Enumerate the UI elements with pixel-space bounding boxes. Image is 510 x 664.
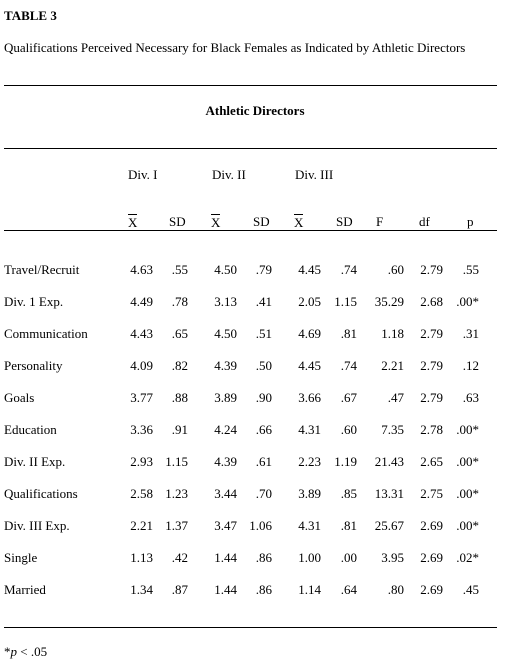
row-label: Goals: [4, 390, 35, 405]
table-cell: .47: [387, 390, 404, 405]
table-cell: .55: [171, 262, 188, 277]
top-rule: [4, 85, 497, 86]
column-header-label: p: [467, 214, 474, 229]
bottom-rule: [4, 627, 497, 628]
table-cell: 3.36: [130, 422, 153, 437]
row-label: Single: [4, 550, 38, 565]
table-cell: 2.79: [420, 326, 443, 341]
table-cell: 2.69: [420, 582, 443, 597]
table-cell: 2.79: [420, 358, 443, 373]
table-cell: 1.44: [214, 582, 237, 597]
column-header: [467, 214, 474, 229]
table-cell: 2.21: [130, 518, 153, 533]
table-cell: 3.13: [214, 294, 237, 309]
table-cell: .81: [340, 518, 357, 533]
table-cell: 2.21: [381, 358, 404, 373]
table-cell: 7.35: [381, 422, 404, 437]
column-header: [376, 214, 383, 229]
table-cell: .42: [171, 550, 188, 565]
row-label: Qualifications: [4, 486, 78, 501]
table-cell: .91: [171, 422, 188, 437]
table-cell: .00: [340, 550, 357, 565]
table-cell: 4.63: [130, 262, 153, 277]
table-cell: 2.75: [420, 486, 443, 501]
table-cell: 1.06: [249, 518, 272, 533]
table-cell: .00*: [456, 486, 479, 501]
table-cell: .66: [255, 422, 272, 437]
table-cell: 3.44: [214, 486, 237, 501]
column-header: [419, 214, 430, 229]
column-header: [211, 214, 220, 230]
table-cell: .70: [255, 486, 272, 501]
column-header-label: SD: [253, 214, 270, 229]
table-cell: .00*: [456, 518, 479, 533]
column-header: [336, 214, 353, 229]
column-header-label: SD: [169, 214, 186, 229]
table-cell: .87: [171, 582, 188, 597]
table-cell: .55: [462, 262, 479, 277]
table-cell: 4.69: [298, 326, 321, 341]
table-cell: .60: [387, 262, 404, 277]
table-cell: 2.78: [420, 422, 443, 437]
table-cell: 1.14: [298, 582, 321, 597]
table-cell: 3.89: [298, 486, 321, 501]
table-cell: 2.69: [420, 518, 443, 533]
table-cell: .82: [171, 358, 188, 373]
division-heading: Div. II: [212, 167, 246, 182]
table-cell: .88: [171, 390, 188, 405]
table-cell: .86: [255, 582, 272, 597]
column-header: [169, 214, 186, 229]
table-cell: 2.23: [298, 454, 321, 469]
row-label: Div. 1 Exp.: [4, 294, 64, 309]
table-cell: .65: [171, 326, 188, 341]
table-cell: 1.19: [334, 454, 357, 469]
table-cell: .63: [462, 390, 479, 405]
table-cell: 4.45: [298, 262, 321, 277]
table-cell: .78: [171, 294, 188, 309]
column-header-label: X: [211, 215, 221, 230]
table-cell: 4.09: [130, 358, 153, 373]
division-heading: Div. I: [128, 167, 158, 182]
table-cell: 4.39: [214, 358, 237, 373]
column-header-label: SD: [336, 214, 353, 229]
table-cell: 1.15: [334, 294, 357, 309]
table-cell: .79: [255, 262, 272, 277]
column-header: [253, 214, 270, 229]
row-label: Div. II Exp.: [4, 454, 66, 469]
table-cell: 3.95: [381, 550, 404, 565]
table-cell: 4.49: [130, 294, 153, 309]
division-heading: Div. III: [295, 167, 334, 182]
table-cell: 3.89: [214, 390, 237, 405]
table-cell: 13.31: [374, 486, 404, 501]
group-heading: Athletic Directors: [205, 103, 305, 118]
table-cell: 2.69: [420, 550, 443, 565]
table-cell: 4.31: [298, 422, 321, 437]
table-cell: 3.47: [214, 518, 237, 533]
table-cell: .81: [340, 326, 357, 341]
table-cell: .02*: [456, 550, 479, 565]
table-cell: .31: [462, 326, 479, 341]
table-cell: 2.58: [130, 486, 153, 501]
table-cell: 1.18: [381, 326, 404, 341]
table-cell: 2.79: [420, 262, 443, 277]
table-cell: 1.13: [130, 550, 153, 565]
table-cell: .80: [387, 582, 404, 597]
table-cell: 2.05: [298, 294, 321, 309]
table-cell: 1.00: [298, 550, 321, 565]
table-cell: 4.50: [214, 326, 237, 341]
footnote: [4, 644, 47, 659]
column-header-label: X: [294, 215, 304, 230]
table-cell: 1.37: [165, 518, 188, 533]
table-cell: 2.79: [420, 390, 443, 405]
table-cell: .64: [340, 582, 357, 597]
header-rule: [4, 230, 497, 231]
table-cell: .00*: [456, 454, 479, 469]
column-header: [294, 214, 303, 230]
footnote-text: < .05: [17, 644, 48, 659]
table-cell: 4.31: [298, 518, 321, 533]
table-title: Qualifications Perceived Necessary for Black Females as Indicated by Athletic Directors: [4, 40, 466, 55]
table-cell: 4.39: [214, 454, 237, 469]
table-cell: 4.43: [130, 326, 153, 341]
table-cell: .50: [255, 358, 272, 373]
table-cell: 3.66: [298, 390, 321, 405]
row-label: Married: [4, 582, 46, 597]
row-label: Education: [4, 422, 57, 437]
table-cell: .61: [255, 454, 272, 469]
table-cell: .90: [255, 390, 272, 405]
table-cell: 35.29: [374, 294, 404, 309]
table-cell: 25.67: [374, 518, 404, 533]
table-cell: 4.45: [298, 358, 321, 373]
table-cell: 2.68: [420, 294, 443, 309]
column-header-label: df: [419, 214, 430, 229]
row-label: Communication: [4, 326, 88, 341]
table-cell: .00*: [456, 294, 479, 309]
table-cell: 2.65: [420, 454, 443, 469]
table-cell: 1.23: [165, 486, 188, 501]
table-cell: 1.15: [165, 454, 188, 469]
table-cell: .85: [340, 486, 357, 501]
column-header: [128, 214, 137, 230]
table-cell: 3.77: [130, 390, 153, 405]
table-cell: .45: [462, 582, 479, 597]
row-label: Personality: [4, 358, 63, 373]
column-header-label: F: [376, 214, 384, 229]
table-cell: 2.93: [130, 454, 153, 469]
table-cell: .60: [340, 422, 357, 437]
footnote-symbol: p: [10, 644, 17, 659]
column-header-label: X: [128, 215, 138, 230]
group-rule: [4, 148, 497, 149]
row-label: Travel/Recruit: [4, 262, 80, 277]
table-cell: .51: [255, 326, 272, 341]
table-cell: .74: [340, 262, 357, 277]
table-cell: .00*: [456, 422, 479, 437]
row-label: Div. III Exp.: [4, 518, 70, 533]
table-cell: 1.44: [214, 550, 237, 565]
table-cell: .41: [255, 294, 272, 309]
table-cell: 1.34: [130, 582, 153, 597]
table-cell: 4.24: [214, 422, 237, 437]
table-cell: .74: [340, 358, 357, 373]
table-number: TABLE 3: [4, 8, 57, 23]
table-cell: .86: [255, 550, 272, 565]
footnote-asterisk: *: [4, 644, 11, 659]
table-cell: 4.50: [214, 262, 237, 277]
table-cell: .67: [340, 390, 357, 405]
table-cell: 21.43: [374, 454, 404, 469]
table-cell: .12: [462, 358, 479, 373]
